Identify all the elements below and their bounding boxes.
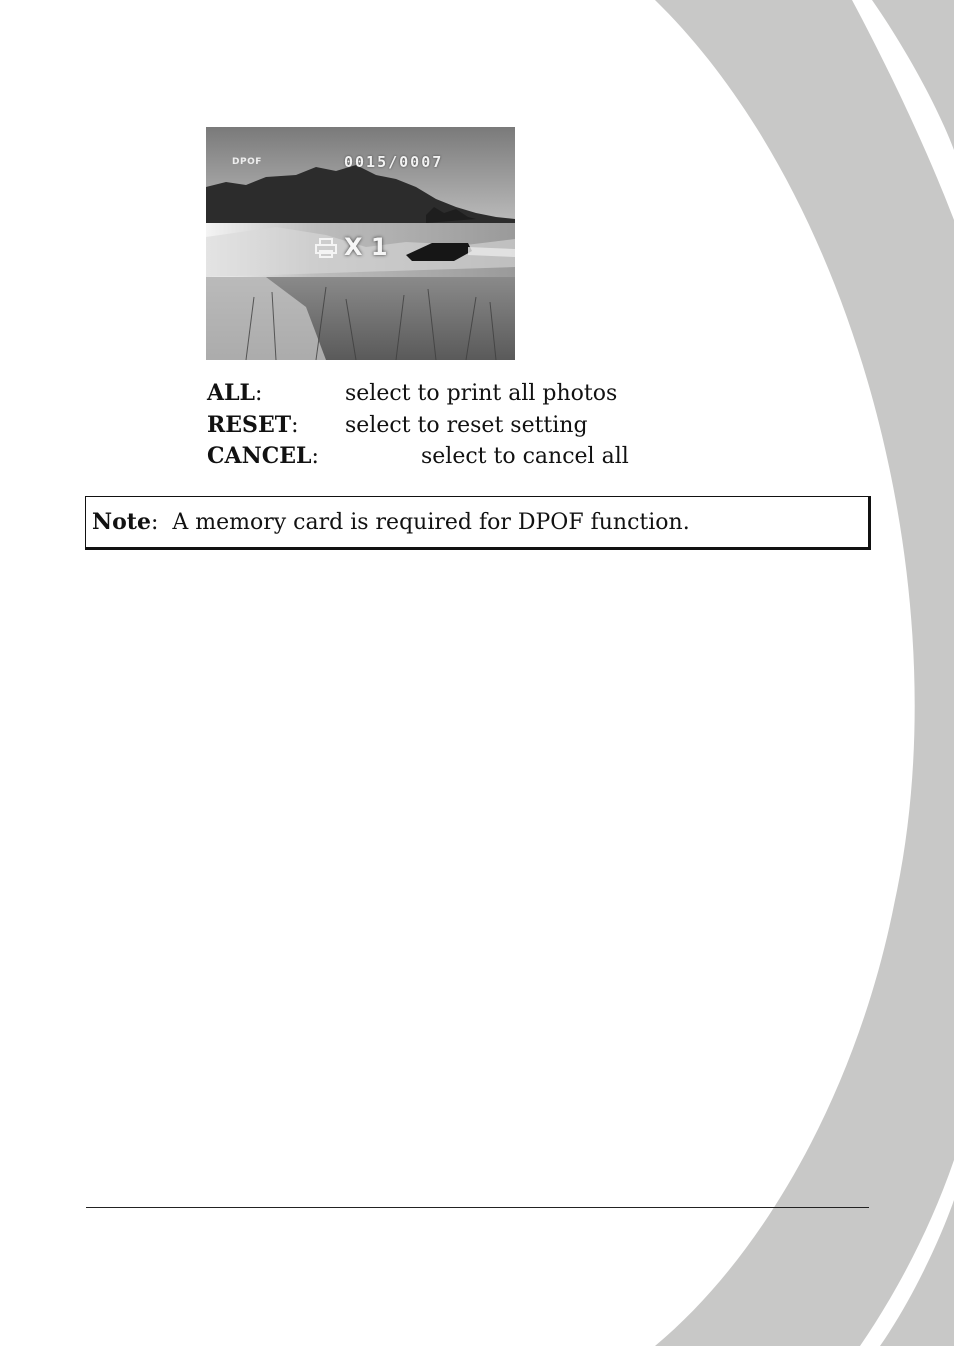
desc-all: select to print all photos [345,381,618,406]
term-reset: RESET [207,411,292,438]
desc-reset: select to reset setting [345,412,588,438]
decor-swoosh-large [655,0,954,1346]
term-separator: : [255,381,263,406]
term-separator: : [311,444,319,469]
footer-divider [86,1207,869,1208]
print-quantity: X 1 [344,233,388,261]
image-counter: 0015/0007 [344,153,444,171]
note-separator: : [150,510,159,535]
printer-icon [314,237,338,259]
term-all: ALL [207,380,256,406]
desc-cancel: select to cancel all [421,444,629,469]
note-box [85,496,871,550]
dpof-screenshot [206,127,515,360]
term-cancel: CANCEL [207,443,312,469]
note-label: Note [92,509,151,535]
dpof-mode-label: DPOF [232,157,262,167]
term-separator: : [291,412,299,438]
note-text: A memory card is required for DPOF function. [172,510,690,535]
